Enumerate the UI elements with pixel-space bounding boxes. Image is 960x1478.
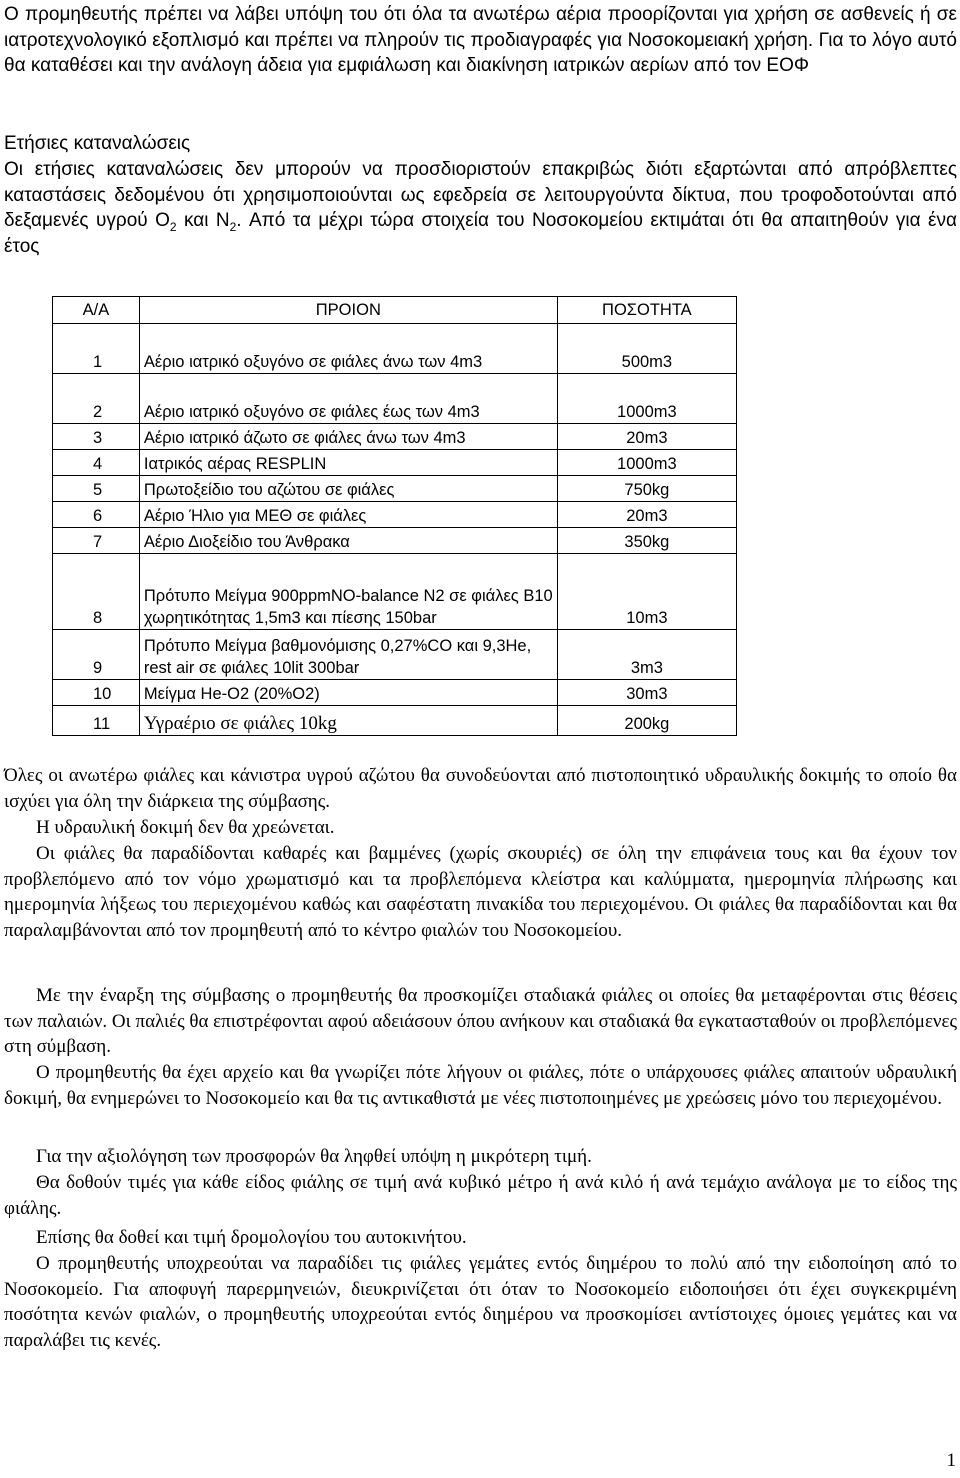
row-number: 8 xyxy=(53,554,140,630)
subscript-oxygen: 2 xyxy=(169,219,177,234)
row-number: 2 xyxy=(53,374,140,424)
row-number: 4 xyxy=(53,450,140,476)
row-number: 1 xyxy=(53,324,140,374)
products-table xyxy=(52,296,737,736)
subscript-nitrogen: 2 xyxy=(229,219,237,234)
table-row xyxy=(53,706,737,736)
page-number: 1 xyxy=(946,1450,956,1471)
row-product: Αέριο Ήλιο για ΜΕΘ σε φιάλες xyxy=(139,502,557,528)
table-row xyxy=(53,450,737,476)
column-header-product: ΠΡΟΙΟΝ xyxy=(139,297,557,324)
column-header-quantity: ΠΟΣΟΤΗΤΑ xyxy=(557,297,736,324)
table-row xyxy=(53,630,737,680)
paragraph-route-price: Επίσης θα δοθεί και τιμή δρομολογίου του αυτοκινήτου. xyxy=(36,1227,467,1248)
paragraph-cylinder-condition: Οι φιάλες θα παραδίδονται καθαρές και βαμμένες (χωρίς σκουριές) σε όλη την επιφάνεια τους και θα έχουν τον προβλεπόμενο από τον νόμο χρωματισμό και τα προβλεπόμενα κλείστρα και καλύμματα, ημερομηνία πλήρωσης και ημερομηνία λήξεως του περιεχομένου καθώς και σαφέστατη πινακίδα του περιεχομένου. Οι φιάλες θα παραδίδονται και θα παραλαμβάνονται από τον προμηθευτή από το κέντρο φιαλών του Νοσοκομείου. xyxy=(4,843,957,941)
table-row xyxy=(53,528,737,554)
table-header-row xyxy=(53,297,737,324)
annual-consumption-heading: Ετήσιες καταναλώσεις xyxy=(4,133,191,154)
row-quantity: 10m3 xyxy=(557,554,736,630)
row-number: 6 xyxy=(53,502,140,528)
row-number: 9 xyxy=(53,630,140,680)
annual-text-part2: . Από τα μέχρι τώρα στοιχεία του Νοσοκομείου εκτιμάται ότι θα απαιτηθούν για ένα έτος xyxy=(4,210,957,257)
row-quantity: 20m3 xyxy=(557,424,736,450)
intro-paragraph: Ο προμηθευτής πρέπει να λάβει υπόψη του ότι όλα τα ανωτέρω αέρια προορίζονται για χρήση σε ασθενείς ή σε ιατροτεχνολογικό εξοπλισμό και πρέπει να πληρούν τις προδιαγραφές για Νοσοκομειακή χρήση. Για το λόγο αυτό θα καταθέσει και την ανάλογη άδεια για εμφιάλωση και διακίνηση ιατρικών αερίων από τον ΕΟΦ xyxy=(4,4,957,77)
row-number: 5 xyxy=(53,476,140,502)
row-product: Αέριο ιατρικό άζωτο σε φιάλες άνω των 4m3 xyxy=(139,424,557,450)
paragraph-evaluation: Για την αξιολόγηση των προσφορών θα ληφθεί υπόψη η μικρότερη τιμή. xyxy=(36,1146,592,1167)
row-quantity: 30m3 xyxy=(557,680,736,706)
row-quantity: 1000m3 xyxy=(557,374,736,424)
row-number: 10 xyxy=(53,680,140,706)
paragraph-pricing: Θα δοθούν τιμές για κάθε είδος φιάλης σε τιμή ανά κυβικό μέτρο ή ανά κιλό ή ανά τεμάχιο ανάλογα με το είδος της φιάλης. xyxy=(4,1172,957,1219)
paragraph-certificate: Όλες οι ανωτέρω φιάλες και κάνιστρα υγρού αζώτου θα συνοδεύονται από πιστοποιητικό υδραυλικής δοκιμής το οποίο θα ισχύει για όλη την διάρκεια της σύμβασης. xyxy=(4,765,957,812)
row-quantity: 350kg xyxy=(557,528,736,554)
annual-text-part1: Οι ετήσιες καταναλώσεις δεν μπορούν να προσδιοριστούν επακριβώς διότι εξαρτώνται από απρόβλεπτες καταστάσεις δεδομένου ότι χρησιμοποιούνται ως εφεδρεία σε λειτουργούντα δίκτυα, που τροφοδοτούνται από δεξαμενές υγρού O xyxy=(4,159,957,232)
row-number: 11 xyxy=(53,706,140,736)
table-row xyxy=(53,424,737,450)
table-row xyxy=(53,374,737,424)
table-row xyxy=(53,554,737,630)
paragraph-hydraulic-test: Η υδραυλική δοκιμή δεν θα χρεώνεται. xyxy=(36,817,335,838)
row-quantity: 1000m3 xyxy=(557,450,736,476)
row-product: Ιατρικός αέρας RESPLIN xyxy=(139,450,557,476)
row-quantity: 750kg xyxy=(557,476,736,502)
annual-consumption-text xyxy=(4,157,957,259)
row-number: 7 xyxy=(53,528,140,554)
row-number: 3 xyxy=(53,424,140,450)
row-product: Πρωτοξείδιο του αζώτου σε φιάλες xyxy=(139,476,557,502)
column-header-number: Α/Α xyxy=(53,297,140,324)
row-product: Πρότυπο Μείγμα βαθμονόμισης 0,27%CO και 9,3He, rest air σε φιάλες 10lit 300bar xyxy=(139,630,557,680)
table-row xyxy=(53,680,737,706)
row-product: Αέριο ιατρικό οξυγόνο σε φιάλες άνω των 4m3 xyxy=(139,324,557,374)
row-product: Πρότυπο Μείγμα 900ppmNO-balance N2 σε φιάλες Β10 χωρητικότητας 1,5m3 και πίεσης 150bar xyxy=(139,554,557,630)
row-product: Αέριο ιατρικό οξυγόνο σε φιάλες έως των 4m3 xyxy=(139,374,557,424)
table-row xyxy=(53,324,737,374)
row-quantity: 3m3 xyxy=(557,630,736,680)
paragraph-delivery-obligation: Ο προμηθευτής υποχρεούται να παραδίδει τις φιάλες γεμάτες εντός διημέρου το πολύ από την ειδοποίηση από το Νοσοκομείο. Για αποφυγή παρερμηνειών, διευκρινίζεται ότι όταν το Νοσοκομείο ειδοποιήσει ότι έχει συγκεκριμένη ποσότητα κενών φιαλών, ο προμηθευτής υποχρεούται εντός διημέρου να προσκομίσει αντίστοιχες όμοιες γεμάτες και να παραλάβει τις κενές. xyxy=(4,1253,957,1351)
annual-text-and: και N xyxy=(176,210,230,232)
row-product: Υγραέριο σε φιάλες 10kg xyxy=(139,706,557,736)
row-product: Μείγμα He-O2 (20%O2) xyxy=(139,680,557,706)
row-quantity: 20m3 xyxy=(557,502,736,528)
paragraph-contract-start: Με την έναρξη της σύμβασης ο προμηθευτής θα προσκομίζει σταδιακά φιάλες οι οποίες θα μεταφέρονται στις θέσεις των παλαιών. Οι παλιές θα επιστρέφονται αφού αδειάσουν όπου ανήκουν και σταδιακά θα εγκατασταθούν οι προβλεπόμενες στη σύμβαση. xyxy=(4,985,958,1058)
table-row xyxy=(53,502,737,528)
table-row xyxy=(53,476,737,502)
row-product: Αέριο Διοξείδιο του Άνθρακα xyxy=(139,528,557,554)
row-quantity: 500m3 xyxy=(557,324,736,374)
paragraph-records: Ο προμηθευτής θα έχει αρχείο και θα γνωρίζει πότε λήγουν οι φιάλες, πότε ο υπάρχουσες φιάλες απαιτούν υδραυλική δοκιμή, θα ενημερώνει το Νοσοκομείο και θα τις αντικαθιστά με νέες πιστοποιημένες με χρεώσεις μόνο του περιεχομένου. xyxy=(4,1062,957,1109)
row-quantity: 200kg xyxy=(557,706,736,736)
